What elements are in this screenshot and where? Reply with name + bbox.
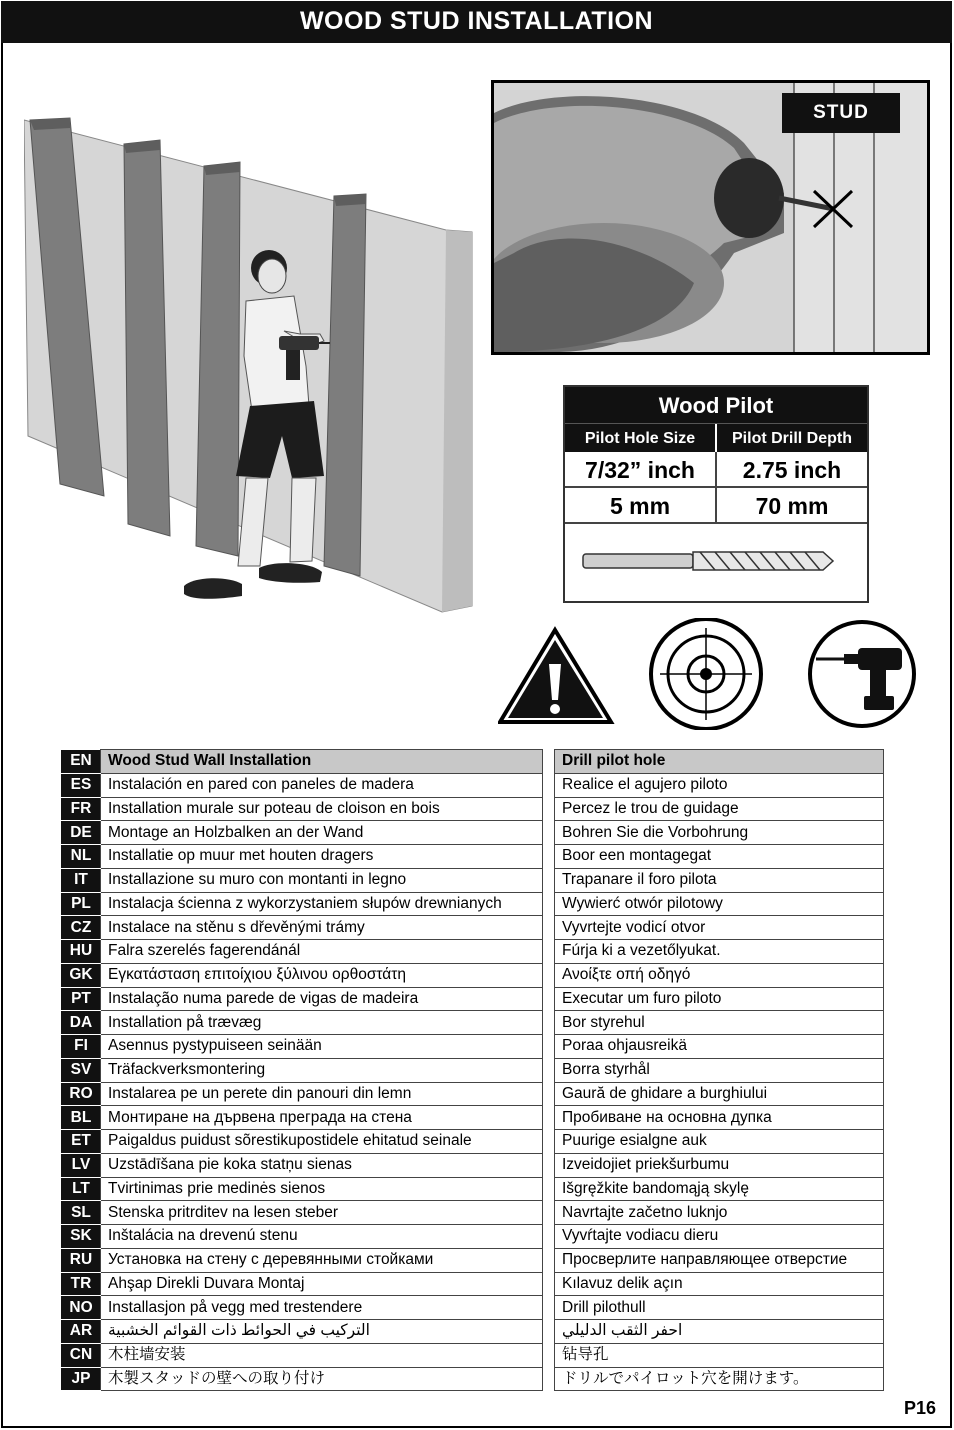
wall-installation-illustration <box>24 106 480 616</box>
wood-pilot-table <box>563 385 869 603</box>
language-code: TR <box>62 1272 101 1296</box>
language-drill-pilot-text: Drill pilot hole <box>555 750 884 774</box>
language-row <box>62 1106 543 1130</box>
language-wall-installation-text: Paigaldus puidust sõrestikupostidele ehitatud seinale <box>101 1130 543 1154</box>
language-wall-installation-text: 木柱墙安装 <box>101 1343 543 1367</box>
drill-bit-icon <box>565 524 867 601</box>
language-drill-pilot-text: Poraa ohjausreikä <box>555 1035 884 1059</box>
language-code: NO <box>62 1296 101 1320</box>
language-code: ES <box>62 773 101 797</box>
language-wall-installation-text: Installation på trævæg <box>101 1011 543 1035</box>
language-wall-installation-text: Installasjon på vegg med trestendere <box>101 1296 543 1320</box>
page-number: P16 <box>903 1398 936 1418</box>
drill-icon <box>810 622 914 726</box>
drill-photo <box>491 80 930 355</box>
language-code: FR <box>62 797 101 821</box>
language-code: RO <box>62 1082 101 1106</box>
language-row <box>62 1367 543 1391</box>
pilot-hole-size-inch: 7/32” inch <box>565 452 717 486</box>
language-row <box>555 940 884 964</box>
language-row <box>62 892 543 916</box>
language-code: JP <box>62 1367 101 1391</box>
language-wall-installation-text: التركيب في الحوائط ذات القوائم الخشبية <box>101 1320 543 1344</box>
language-row <box>555 750 884 774</box>
pilot-drill-depth-inch: 2.75 inch <box>742 457 842 483</box>
language-row <box>62 868 543 892</box>
language-drill-pilot-text: Drill pilothull <box>555 1296 884 1320</box>
page-title: WOOD STUD INSTALLATION <box>1 1 952 43</box>
language-row <box>62 845 543 869</box>
language-code: ET <box>62 1130 101 1154</box>
language-row <box>555 1106 884 1130</box>
language-wall-installation-text: Montage an Holzbalken an der Wand <box>101 821 543 845</box>
language-row <box>62 916 543 940</box>
target-icon <box>651 619 761 729</box>
wood-pilot-header: Wood Pilot <box>565 387 867 423</box>
language-drill-pilot-text: Ανοίξτε οπή οδηγό <box>555 963 884 987</box>
language-row <box>62 940 543 964</box>
language-row <box>555 1153 884 1177</box>
language-wall-installation-text: Instalace na stěnu s dřevěnými trámy <box>101 916 543 940</box>
language-code: AR <box>62 1320 101 1344</box>
language-row <box>62 1320 543 1344</box>
language-wall-installation-text: Träfackverksmontering <box>101 1058 543 1082</box>
language-wall-installation-text: Εγκατάσταση επιτοίχιου ξύλινου ορθοστάτη <box>101 963 543 987</box>
language-row <box>555 1082 884 1106</box>
language-drill-pilot-text: Borra styrhål <box>555 1058 884 1082</box>
language-code: DA <box>62 1011 101 1035</box>
stud-label: STUD <box>782 93 900 133</box>
language-drill-pilot-text: Пробиване на основна дупка <box>555 1106 884 1130</box>
language-code: NL <box>62 845 101 869</box>
language-drill-pilot-text: Puurige esialgne auk <box>555 1130 884 1154</box>
language-table-left <box>61 749 543 1391</box>
language-wall-installation-text: Installazione su muro con montanti in legno <box>101 868 543 892</box>
language-drill-pilot-text: Realice el agujero piloto <box>555 773 884 797</box>
language-drill-pilot-text: Izveidojiet priekšurbumu <box>555 1153 884 1177</box>
language-row <box>62 1225 543 1249</box>
language-drill-pilot-text: Wywierć otwór pilotowy <box>555 892 884 916</box>
language-drill-pilot-text: Išgręžkite bandomąją skylę <box>555 1177 884 1201</box>
language-code: LV <box>62 1153 101 1177</box>
language-drill-pilot-text: Vyvŕtajte vodiacu dieru <box>555 1225 884 1249</box>
language-drill-pilot-text: Executar um furo piloto <box>555 987 884 1011</box>
language-drill-pilot-text: 钻导孔 <box>555 1343 884 1367</box>
language-drill-pilot-text: Bor styrehul <box>555 1011 884 1035</box>
language-row <box>555 821 884 845</box>
language-code: EN <box>62 750 101 774</box>
language-code: HU <box>62 940 101 964</box>
language-row <box>555 868 884 892</box>
language-drill-pilot-text: Fúrja ki a vezetőlyukat. <box>555 940 884 964</box>
language-drill-pilot-text: Boor een montagegat <box>555 845 884 869</box>
language-drill-pilot-text: Просверлите направляющее отверстие <box>555 1248 884 1272</box>
language-wall-installation-text: 木製スタッドの壁への取り付け <box>101 1367 543 1391</box>
language-row <box>62 773 543 797</box>
language-wall-installation-text: Falra szerelés fagerendánál <box>101 940 543 964</box>
language-code: RU <box>62 1248 101 1272</box>
language-wall-installation-text: Uzstādīšana pie koka statņu sienas <box>101 1153 543 1177</box>
column-pilot-drill-depth: Pilot Drill Depth <box>732 430 852 447</box>
pilot-row-mm <box>565 488 867 524</box>
language-row <box>555 1296 884 1320</box>
language-drill-pilot-text: Bohren Sie die Vorbohrung <box>555 821 884 845</box>
language-drill-pilot-text: Vyvrtejte vodicí otvor <box>555 916 884 940</box>
language-row <box>555 1320 884 1344</box>
language-code: CN <box>62 1343 101 1367</box>
language-wall-installation-text: Inštalácia na drevenú stenu <box>101 1225 543 1249</box>
language-row <box>555 1058 884 1082</box>
language-row <box>555 1225 884 1249</box>
column-pilot-hole-size: Pilot Hole Size <box>565 424 717 452</box>
language-wall-installation-text: Ahşap Direkli Duvara Montaj <box>101 1272 543 1296</box>
language-drill-pilot-text: Trapanare il foro pilota <box>555 868 884 892</box>
language-drill-pilot-text: Percez le trou de guidage <box>555 797 884 821</box>
language-table-right <box>554 749 884 1391</box>
language-row <box>555 963 884 987</box>
language-drill-pilot-text: Navrtajte začetno luknjo <box>555 1201 884 1225</box>
language-wall-installation-text: Установка на стену с деревянными стойками <box>101 1248 543 1272</box>
language-wall-installation-text: Монтиране на дървена преграда на стена <box>101 1106 543 1130</box>
language-wall-installation-text: Installation murale sur poteau de cloison en bois <box>101 797 543 821</box>
language-code: PL <box>62 892 101 916</box>
language-code: IT <box>62 868 101 892</box>
instruction-icons <box>498 618 918 730</box>
language-row <box>62 987 543 1011</box>
language-code: BL <box>62 1106 101 1130</box>
language-code: SV <box>62 1058 101 1082</box>
language-row <box>62 1011 543 1035</box>
language-row <box>62 1343 543 1367</box>
language-row <box>62 797 543 821</box>
language-wall-installation-text: Instalação numa parede de vigas de madeira <box>101 987 543 1011</box>
language-row <box>555 773 884 797</box>
language-row <box>62 1296 543 1320</box>
language-code: CZ <box>62 916 101 940</box>
language-row <box>555 797 884 821</box>
pilot-hole-size-mm: 5 mm <box>565 488 717 522</box>
language-row <box>62 1082 543 1106</box>
language-row <box>555 1272 884 1296</box>
language-wall-installation-text: Instalarea pe un perete din panouri din lemn <box>101 1082 543 1106</box>
language-row <box>555 892 884 916</box>
language-wall-installation-text: Tvirtinimas prie medinės sienos <box>101 1177 543 1201</box>
language-row <box>555 1343 884 1367</box>
wood-pilot-columns <box>565 423 867 452</box>
language-code: FI <box>62 1035 101 1059</box>
language-code: GK <box>62 963 101 987</box>
language-row <box>555 987 884 1011</box>
language-code: PT <box>62 987 101 1011</box>
language-row <box>62 1035 543 1059</box>
language-drill-pilot-text: احفر الثقب الدليلي <box>555 1320 884 1344</box>
language-row <box>555 845 884 869</box>
language-row <box>62 1201 543 1225</box>
language-code: SL <box>62 1201 101 1225</box>
language-wall-installation-text: Instalacja ścienna z wykorzystaniem słupów drewnianych <box>101 892 543 916</box>
language-row <box>62 750 543 774</box>
language-drill-pilot-text: Gaură de ghidare a burghiului <box>555 1082 884 1106</box>
pilot-row-inch <box>565 452 867 488</box>
language-wall-installation-text: Installatie op muur met houten dragers <box>101 845 543 869</box>
warning-icon <box>500 630 611 722</box>
language-wall-installation-text: Wood Stud Wall Installation <box>101 750 543 774</box>
language-row <box>555 916 884 940</box>
language-wall-installation-text: Asennus pystypuiseen seinään <box>101 1035 543 1059</box>
language-row <box>62 1153 543 1177</box>
language-row <box>62 1058 543 1082</box>
language-row <box>555 1201 884 1225</box>
language-wall-installation-text: Instalación en pared con paneles de madera <box>101 773 543 797</box>
language-row <box>62 1177 543 1201</box>
pilot-drill-depth-mm: 70 mm <box>755 493 829 519</box>
language-row <box>62 1272 543 1296</box>
language-row <box>555 1035 884 1059</box>
language-drill-pilot-text: ドリルでパイロット穴を開けます。 <box>555 1367 884 1391</box>
language-row <box>555 1130 884 1154</box>
language-row <box>62 821 543 845</box>
language-code: DE <box>62 821 101 845</box>
language-row <box>555 1248 884 1272</box>
language-row <box>555 1011 884 1035</box>
language-drill-pilot-text: Kılavuz delik açın <box>555 1272 884 1296</box>
language-code: SK <box>62 1225 101 1249</box>
language-row <box>555 1367 884 1391</box>
language-code: LT <box>62 1177 101 1201</box>
language-row <box>555 1177 884 1201</box>
language-row <box>62 963 543 987</box>
language-wall-installation-text: Stenska pritrditev na lesen steber <box>101 1201 543 1225</box>
language-row <box>62 1130 543 1154</box>
language-row <box>62 1248 543 1272</box>
